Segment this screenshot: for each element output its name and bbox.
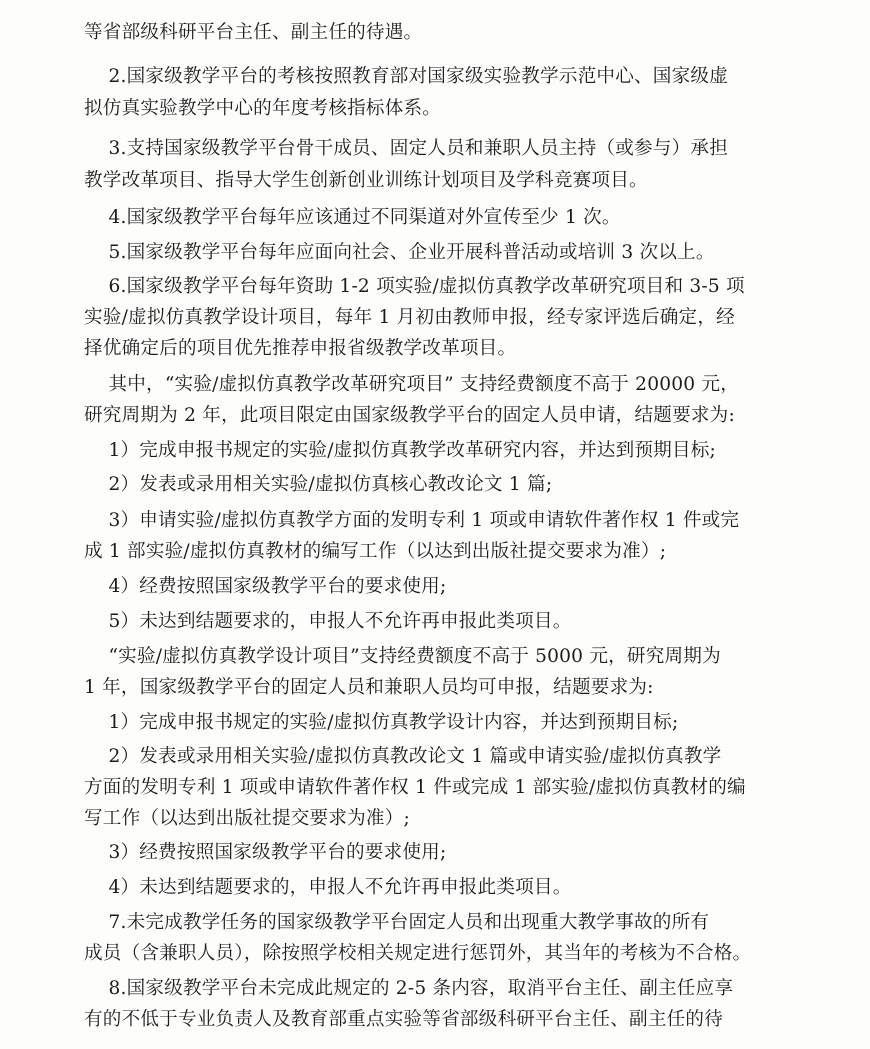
text-line: 其中，“实验/虚拟仿真教学改革研究项目” 支持经费额度不高于 20000 元，	[84, 374, 740, 395]
text-line: “实验/虚拟仿真教学设计项目”支持经费额度不高于 5000 元，研究周期为	[84, 646, 721, 667]
text-line: 4）未达到结题要求的，申报人不允许再申报此类项目。	[84, 877, 572, 898]
text-line: 3）申请实验/虚拟仿真教学方面的发明专利 1 项或申请软件著作权 1 件或完	[84, 510, 740, 531]
text-line: 等省部级科研平台主任、副主任的待遇。	[84, 22, 423, 43]
text-line: 1）完成申报书规定的实验/虚拟仿真教学改革研究内容，并达到预期目标;	[84, 440, 717, 461]
text-line: 教学改革项目、指导大学生创新创业训练计划项目及学科竞赛项目。	[84, 170, 648, 191]
text-line: 方面的发明专利 1 项或申请软件著作权 1 件或完成 1 部实验/虚拟仿真教材的编	[84, 777, 746, 798]
text-line: 择优确定后的项目优先推荐申报省级教学改革项目。	[84, 338, 517, 359]
text-line: 2）发表或录用相关实验/虚拟仿真教改论文 1 篇或申请实验/虚拟仿真教学	[84, 746, 722, 767]
text-line: 3.支持国家级教学平台骨干成员、固定人员和兼职人员主持（或参与）承担	[84, 138, 728, 159]
text-line: 写工作（以达到出版社提交要求为准）;	[84, 808, 410, 829]
text-line: 2）发表或录用相关实验/虚拟仿真核心教改论文 1 篇;	[84, 474, 553, 495]
text-line: 1 年，国家级教学平台的固定人员和兼职人员均可申报，结题要求为:	[84, 677, 654, 698]
text-line: 成员（含兼职人员），除按照学校相关规定进行惩罚外，其当年的考核为不合格。	[84, 943, 752, 964]
text-line: 8.国家级教学平台未完成此规定的 2-5 条内容，取消平台主任、副主任应享	[84, 978, 734, 999]
text-line: 成 1 部实验/虚拟仿真教材的编写工作（以达到出版社提交要求为准）;	[84, 541, 667, 562]
text-line: 6.国家级教学平台每年资助 1-2 项实验/虚拟仿真教学改革研究项目和 3-5 项	[84, 276, 745, 297]
text-line: 3）经费按照国家级教学平台的要求使用;	[84, 842, 447, 863]
text-line: 研究周期为 2 年，此项目限定由国家级教学平台的固定人员申请，结题要求为:	[84, 405, 735, 426]
text-line: 4.国家级教学平台每年应该通过不同渠道对外宣传至少 1 次。	[84, 207, 621, 228]
text-line: 拟仿真实验教学中心的年度考核指标体系。	[84, 98, 442, 119]
text-line: 5.国家级教学平台每年应面向社会、企业开展科普活动或培训 3 次以上。	[84, 242, 715, 263]
text-line: 有的不低于专业负责人及教育部重点实验等省部级科研平台主任、副主任的待	[84, 1009, 723, 1030]
text-line: 4）经费按照国家级教学平台的要求使用;	[84, 576, 447, 597]
text-line: 5）未达到结题要求的，申报人不允许再申报此类项目。	[84, 611, 572, 632]
text-line: 7.未完成教学任务的国家级教学平台固定人员和出现重大教学事故的所有	[84, 912, 710, 933]
text-line: 2.国家级教学平台的考核按照教育部对国家级实验教学示范中心、国家级虚	[84, 66, 728, 87]
text-line: 1）完成申报书规定的实验/虚拟仿真教学设计内容，并达到预期目标;	[84, 712, 679, 733]
text-line: 实验/虚拟仿真教学设计项目，每年 1 月初由教师申报，经专家评选后确定，经	[84, 307, 735, 328]
